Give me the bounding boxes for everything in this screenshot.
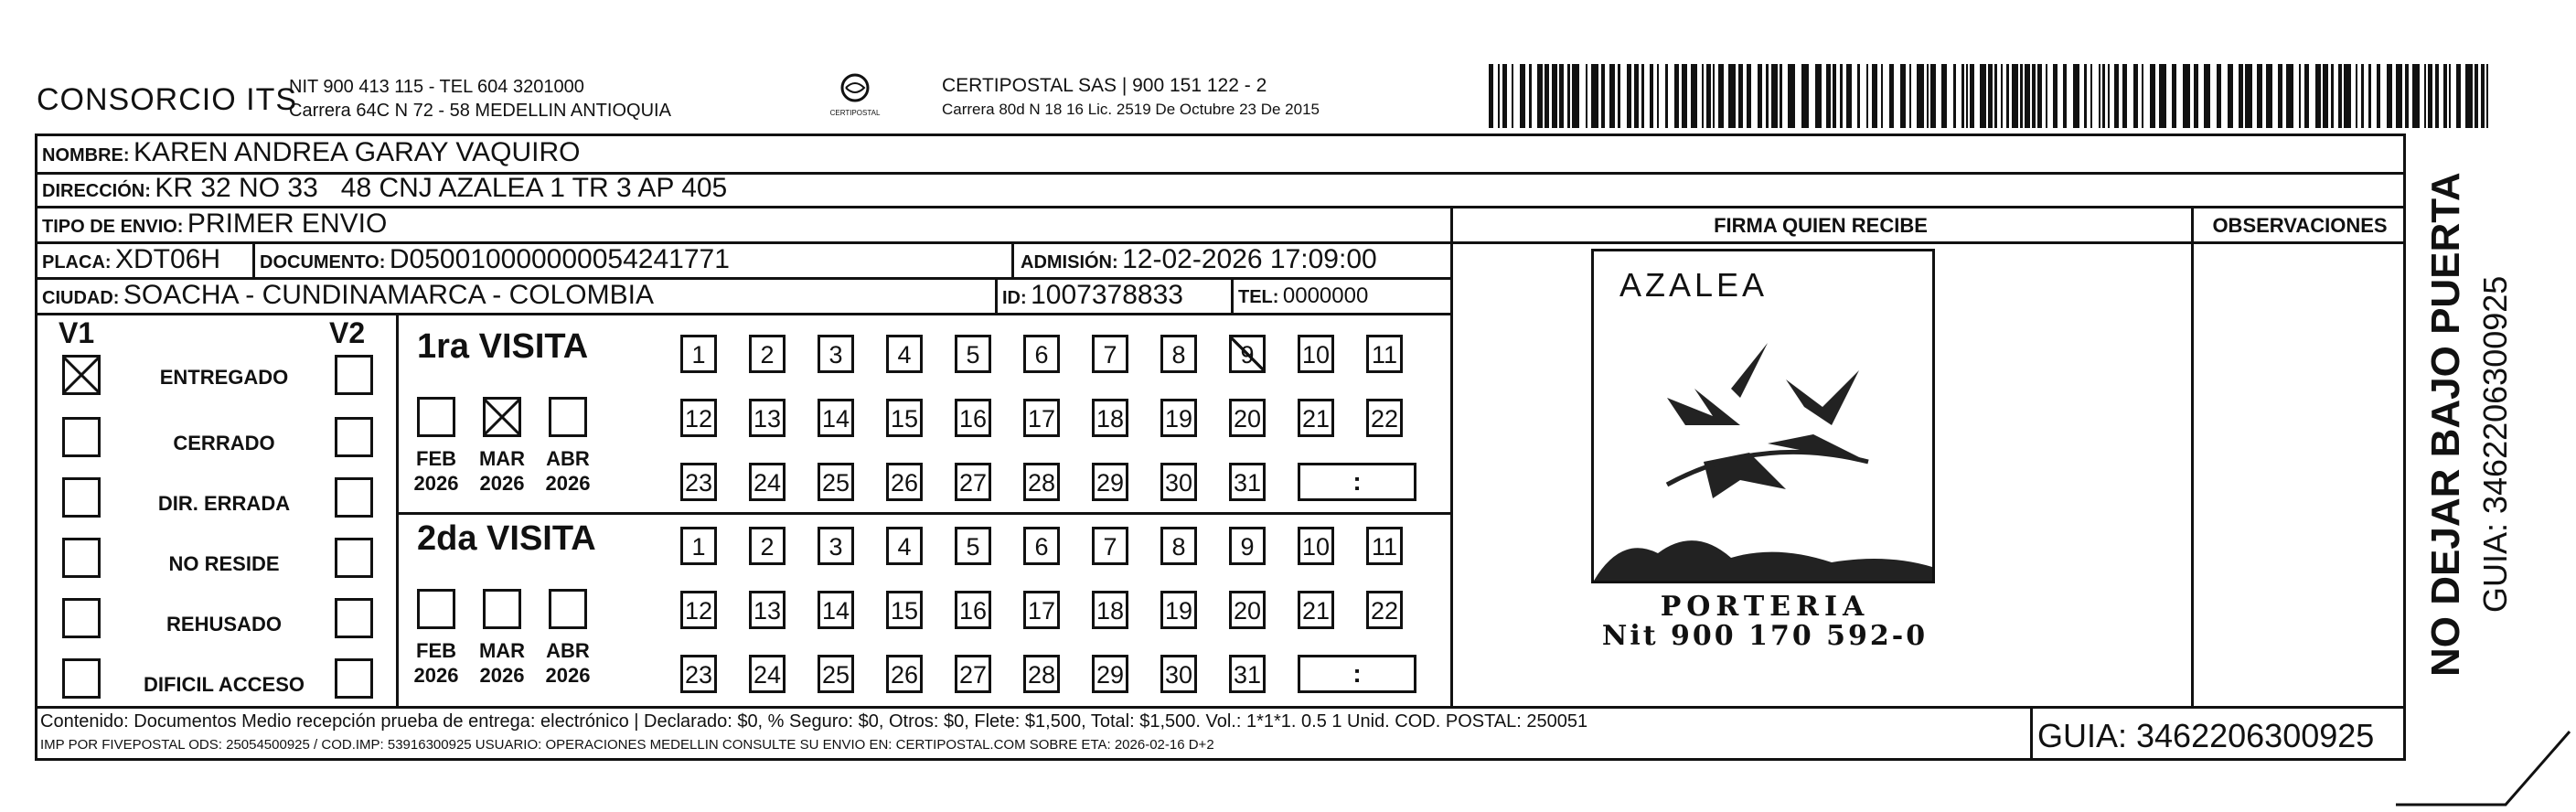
month-year: 2026 xyxy=(479,664,525,687)
first-visit-month-checkbox[interactable] xyxy=(417,397,455,437)
barcode xyxy=(1489,64,2490,128)
admision-value: 12-02-2026 17:09:00 xyxy=(1122,244,1377,274)
second-visit-day-15[interactable]: 15 xyxy=(886,591,923,629)
placa-label: PLACA: xyxy=(42,252,112,272)
second-visit-month-label xyxy=(475,638,529,688)
second-visit-day-24[interactable]: 24 xyxy=(749,655,786,693)
tipo-envio-value: PRIMER ENVIO xyxy=(187,208,388,239)
v2-checkbox[interactable] xyxy=(335,538,373,578)
month-name: ABR xyxy=(546,447,590,470)
month-name: ABR xyxy=(546,639,590,662)
month-year: 2026 xyxy=(545,472,591,495)
v1-checkbox[interactable] xyxy=(62,355,101,395)
direccion-row xyxy=(42,173,727,204)
second-visit-title: 2da VISITA xyxy=(417,519,596,558)
first-visit-day-19[interactable]: 19 xyxy=(1160,399,1197,437)
second-visit-day-27[interactable]: 27 xyxy=(955,655,991,693)
second-visit-day-3[interactable]: 3 xyxy=(818,527,854,565)
company-nit-line: NIT 900 413 115 - TEL 604 3201000 xyxy=(289,77,584,97)
second-visit-day-21[interactable]: 21 xyxy=(1298,591,1334,629)
tipo-envio-label: TIPO DE ENVIO: xyxy=(42,217,184,237)
second-visit-day-14[interactable]: 14 xyxy=(818,591,854,629)
carrier-nit-line: CERTIPOSTAL SAS | 900 151 122 - 2 xyxy=(942,75,1267,96)
company-name: CONSORCIO ITS xyxy=(37,82,298,117)
second-visit-time-box[interactable]: : xyxy=(1298,655,1416,693)
first-visit-day-24[interactable]: 24 xyxy=(749,463,786,501)
status-label: NO RESIDE xyxy=(168,552,280,575)
second-visit-month-checkbox[interactable] xyxy=(483,589,521,629)
second-visit-day-16[interactable]: 16 xyxy=(955,591,991,629)
second-visit-day-6[interactable]: 6 xyxy=(1023,527,1060,565)
direccion-label: DIRECCIÓN: xyxy=(42,181,151,201)
nombre-value: KAREN ANDREA GARAY VAQUIRO xyxy=(134,137,581,167)
first-visit-day-20[interactable]: 20 xyxy=(1229,399,1266,437)
first-visit-day-21[interactable]: 21 xyxy=(1298,399,1334,437)
porteria-stamp xyxy=(1591,249,1935,583)
certipostal-logo-icon xyxy=(837,71,873,104)
footer-print-line: IMP POR FIVEPOSTAL ODS: 25054500925 / COD.IMP: 53916300925 USUARIO: OPERACIONES MEDELLIN CONSULTE SU ENVIO EN: CERTIPOSTAL.COM SOBRE ETA: 2026-02-16 D+2 xyxy=(40,737,1214,753)
v1-checkbox[interactable] xyxy=(62,598,101,638)
month-year: 2026 xyxy=(545,664,591,687)
v1-label: V1 xyxy=(59,316,95,349)
second-visit-month-checkbox[interactable] xyxy=(549,589,587,629)
second-visit-day-25[interactable]: 25 xyxy=(818,655,854,693)
first-visit-day-1[interactable]: 1 xyxy=(680,335,717,373)
second-visit-month-checkbox[interactable] xyxy=(417,589,455,629)
v1-checkbox[interactable] xyxy=(62,538,101,578)
documento-label: DOCUMENTO: xyxy=(260,252,386,272)
first-visit-month-checkbox[interactable] xyxy=(549,397,587,437)
stamp-porteria-text: PORTERIA xyxy=(1660,591,1870,623)
first-visit-month-label xyxy=(540,446,595,496)
v2-checkbox[interactable] xyxy=(335,355,373,395)
certipostal-logo xyxy=(814,71,896,126)
observaciones-label: OBSERVACIONES xyxy=(2212,214,2388,237)
month-year: 2026 xyxy=(413,472,459,495)
side-warning: NO DEJAR BAJO PUERTA xyxy=(2423,172,2468,677)
nombre-label: NOMBRE: xyxy=(42,145,130,166)
month-name: FEB xyxy=(416,639,456,662)
first-visit-day-2[interactable]: 2 xyxy=(749,335,786,373)
second-visit-day-11[interactable]: 11 xyxy=(1366,527,1403,565)
swallows-icon xyxy=(1630,325,1905,508)
placa-field xyxy=(42,244,220,275)
first-visit-day-15[interactable]: 15 xyxy=(886,399,923,437)
tel-field xyxy=(1238,283,1368,309)
stamp-nit-text: Nit 900 170 592-0 xyxy=(1601,620,1929,652)
nombre-row xyxy=(42,137,580,168)
first-visit-day-13[interactable]: 13 xyxy=(749,399,786,437)
second-visit-day-19[interactable]: 19 xyxy=(1160,591,1197,629)
first-visit-title: 1ra VISITA xyxy=(417,327,589,366)
tel-value: 0000000 xyxy=(1282,283,1369,308)
v2-checkbox[interactable] xyxy=(335,658,373,699)
side-guia: GUIA: 3462206300925 xyxy=(2476,275,2514,613)
second-visit-day-12[interactable]: 12 xyxy=(680,591,717,629)
first-visit-day-12[interactable]: 12 xyxy=(680,399,717,437)
first-visit-day-23[interactable]: 23 xyxy=(680,463,717,501)
v2-checkbox[interactable] xyxy=(335,477,373,518)
month-name: FEB xyxy=(416,447,456,470)
stamp-title: AZALEA xyxy=(1619,266,1769,304)
direccion-value: KR 32 NO 33 48 CNJ AZALEA 1 TR 3 AP 405 xyxy=(155,173,728,203)
second-visit-day-2[interactable]: 2 xyxy=(749,527,786,565)
status-label: DIFICIL ACCESO xyxy=(143,673,305,696)
firma-label: FIRMA QUIEN RECIBE xyxy=(1714,214,1928,237)
first-visit-day-25[interactable]: 25 xyxy=(818,463,854,501)
second-visit-day-29[interactable]: 29 xyxy=(1092,655,1128,693)
ciudad-value: SOACHA - CUNDINAMARCA - COLOMBIA xyxy=(123,280,654,310)
second-visit-month-label xyxy=(409,638,464,688)
second-visit-day-23[interactable]: 23 xyxy=(680,655,717,693)
first-visit-day-27[interactable]: 27 xyxy=(955,463,991,501)
first-visit-day-3[interactable]: 3 xyxy=(818,335,854,373)
first-visit-day-18[interactable]: 18 xyxy=(1092,399,1128,437)
hills-icon xyxy=(1594,517,1932,581)
v1-checkbox[interactable] xyxy=(62,417,101,457)
first-visit-day-22[interactable]: 22 xyxy=(1366,399,1403,437)
month-year: 2026 xyxy=(479,472,525,495)
second-visit-day-28[interactable]: 28 xyxy=(1023,655,1060,693)
ciudad-field xyxy=(42,280,654,311)
ciudad-label: CIUDAD: xyxy=(42,288,120,308)
first-visit-day-29[interactable]: 29 xyxy=(1092,463,1128,501)
tel-label: TEL: xyxy=(1238,287,1279,307)
company-address-line: Carrera 64C N 72 - 58 MEDELLIN ANTIOQUIA xyxy=(289,101,671,121)
second-visit-day-31[interactable]: 31 xyxy=(1229,655,1266,693)
first-visit-day-11[interactable]: 11 xyxy=(1366,335,1403,373)
second-visit-day-20[interactable]: 20 xyxy=(1229,591,1266,629)
first-visit-day-17[interactable]: 17 xyxy=(1023,399,1060,437)
tipo-envio-row xyxy=(42,208,387,240)
documento-field xyxy=(260,244,730,275)
id-field xyxy=(1002,280,1183,311)
first-visit-day-7[interactable]: 7 xyxy=(1092,335,1128,373)
second-visit-day-7[interactable]: 7 xyxy=(1092,527,1128,565)
second-visit-day-10[interactable]: 10 xyxy=(1298,527,1334,565)
second-visit-day-30[interactable]: 30 xyxy=(1160,655,1197,693)
v2-label: V2 xyxy=(329,316,366,349)
second-visit-day-5[interactable]: 5 xyxy=(955,527,991,565)
v2-checkbox[interactable] xyxy=(335,417,373,457)
documento-value: D050010000000054241771 xyxy=(389,244,730,274)
second-visit-day-1[interactable]: 1 xyxy=(680,527,717,565)
first-visit-day-31[interactable]: 31 xyxy=(1229,463,1266,501)
first-visit-day-14[interactable]: 14 xyxy=(818,399,854,437)
first-visit-month-label xyxy=(409,446,464,496)
tear-line xyxy=(2396,722,2576,812)
placa-value: XDT06H xyxy=(115,244,221,274)
month-year: 2026 xyxy=(413,664,459,687)
v1-checkbox[interactable] xyxy=(62,477,101,518)
status-label: REHUSADO xyxy=(166,613,282,636)
second-visit-day-4[interactable]: 4 xyxy=(886,527,923,565)
second-visit-day-18[interactable]: 18 xyxy=(1092,591,1128,629)
second-visit-day-13[interactable]: 13 xyxy=(749,591,786,629)
id-label: ID: xyxy=(1002,288,1027,308)
first-visit-day-9[interactable]: 9 xyxy=(1229,335,1266,373)
first-visit-day-30[interactable]: 30 xyxy=(1160,463,1197,501)
first-visit-month-checkbox[interactable] xyxy=(483,397,521,437)
first-visit-day-28[interactable]: 28 xyxy=(1023,463,1060,501)
month-name: MAR xyxy=(478,639,526,662)
month-name: MAR xyxy=(478,447,526,470)
first-visit-day-6[interactable]: 6 xyxy=(1023,335,1060,373)
second-visit-day-9[interactable]: 9 xyxy=(1229,527,1266,565)
status-label: ENTREGADO xyxy=(159,366,289,389)
second-visit-day-17[interactable]: 17 xyxy=(1023,591,1060,629)
footer-guia: GUIA: 3462206300925 xyxy=(2037,717,2375,754)
second-visit-day-26[interactable]: 26 xyxy=(886,655,923,693)
carrier-address-line: Carrera 80d N 18 16 Lic. 2519 De Octubre 23 De 2015 xyxy=(942,101,1320,118)
first-visit-day-4[interactable]: 4 xyxy=(886,335,923,373)
first-visit-day-8[interactable]: 8 xyxy=(1160,335,1197,373)
logo-caption: CERTIPOSTAL xyxy=(829,109,881,117)
first-visit-day-10[interactable]: 10 xyxy=(1298,335,1334,373)
status-label: DIR. ERRADA xyxy=(157,492,291,515)
second-visit-day-22[interactable]: 22 xyxy=(1366,591,1403,629)
first-visit-day-5[interactable]: 5 xyxy=(955,335,991,373)
first-visit-time-box[interactable]: : xyxy=(1298,463,1416,501)
second-visit-day-8[interactable]: 8 xyxy=(1160,527,1197,565)
first-visit-day-16[interactable]: 16 xyxy=(955,399,991,437)
v2-checkbox[interactable] xyxy=(335,598,373,638)
first-visit-day-26[interactable]: 26 xyxy=(886,463,923,501)
first-visit-month-label xyxy=(475,446,529,496)
second-visit-month-label xyxy=(540,638,595,688)
admision-label: ADMISIÓN: xyxy=(1021,252,1118,272)
v1-checkbox[interactable] xyxy=(62,658,101,699)
status-label: CERRADO xyxy=(173,432,275,454)
footer-content-line: Contenido: Documentos Medio recepción prueba de entrega: electrónico | Declarado: $0, % Seguro: $0, Otros: $0, Flete: $1,500, Total: $1,500. Vol.: 1*1*1. 0.5 1 Unid. COD. POSTAL: 250051 xyxy=(40,711,1588,732)
admision-field xyxy=(1021,244,1377,275)
id-value: 1007378833 xyxy=(1031,280,1183,310)
